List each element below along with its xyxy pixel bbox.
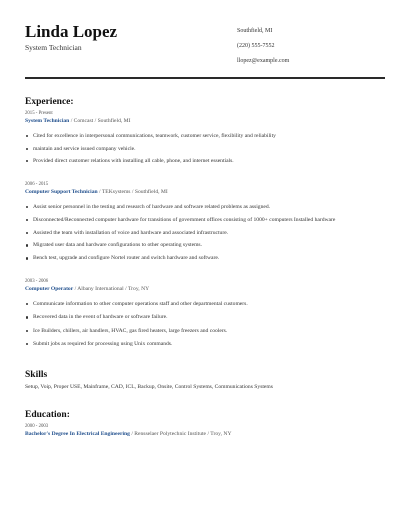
- education-entry: [25, 424, 385, 437]
- job-bullets: [25, 204, 385, 268]
- job-line: [25, 118, 385, 124]
- job-bullet: Bench test, upgrade and configure Nortel router and switch hardware and software.: [25, 255, 385, 268]
- education-meta: / Rensselaer Polytechnic Institute / Troy, NY: [129, 431, 232, 437]
- job-meta: / Albany International / Troy, NY: [73, 286, 150, 292]
- job-dates: 2003 - 2006: [25, 279, 49, 284]
- candidate-role: System Technician: [25, 43, 82, 52]
- job-bullet: Cited for excellence in interpersonal communications, teamwork, customer service, flexibility and reliability: [25, 133, 385, 146]
- job-dates: 2015 - Present: [25, 111, 53, 116]
- job-bullets: [25, 133, 385, 171]
- job-line: [25, 189, 385, 195]
- job-bullet: Disconnected/Reconnected computer hardware for transitions of government offices consisting of 1000+ computers Installed hardware: [25, 217, 385, 230]
- job-bullet: Assisted the team with installation of voice and hardware and associated infrastructure.: [25, 230, 385, 243]
- skills-heading: Skills: [25, 370, 48, 380]
- job-title: Computer Support Technician: [25, 189, 98, 195]
- job-entry: [25, 182, 385, 268]
- job-meta: / TEKsystems / Southfield, MI: [97, 189, 168, 195]
- job-bullet: Migrated user data and hardware configurations to other operating systems.: [25, 242, 385, 255]
- job-line: [25, 286, 385, 292]
- contact-block: [237, 28, 289, 73]
- education-heading: Education:: [25, 410, 70, 420]
- contact-email: llopez@example.com: [237, 58, 290, 64]
- job-bullet: Recovered data in the event of hardware or software failure.: [25, 314, 385, 327]
- job-entry: [25, 111, 385, 171]
- job-bullets: [25, 301, 385, 354]
- contact-location: Southfield, MI: [237, 28, 273, 34]
- candidate-name: Linda Lopez: [25, 22, 118, 41]
- job-bullet: Ice Builders, chillers, air handlers, HVAC, gas fired heaters, large freezers and coolers.: [25, 328, 385, 341]
- contact-phone: (220) 555-7552: [237, 43, 275, 49]
- job-bullet: Provided direct customer relations with installing all cable, phone, and internet essentials.: [25, 158, 385, 171]
- experience-heading: Experience:: [25, 97, 74, 107]
- job-title: System Technician: [25, 118, 70, 124]
- education-degree: Bachelor's Degree In Electrical Engineering: [25, 431, 130, 437]
- job-bullet: maintain and service issued company vehicle.: [25, 146, 385, 159]
- header-divider: [25, 77, 385, 79]
- job-bullet: Assist senior personnel in the testing and research of hardware and software related problems as assigned.: [25, 204, 385, 217]
- job-dates: 2006 - 2015: [25, 182, 49, 187]
- skills-list: Setup, Voip, Proper USE, Mainframe, CAD, ICL, Backup, Onsite, Control Systems, Communications Systems: [25, 384, 273, 390]
- education-line: [25, 431, 385, 437]
- job-bullet: Submit jobs as required for processing using Unix commands.: [25, 341, 385, 354]
- job-bullet: Communicate information to other computer operations staff and other departmental customers.: [25, 301, 385, 314]
- job-title: Computer Operator: [25, 286, 74, 292]
- education-dates: 2000 - 2003: [25, 424, 49, 429]
- job-entry: [25, 279, 385, 354]
- job-meta: / Comcast / Southfield, MI: [69, 118, 131, 124]
